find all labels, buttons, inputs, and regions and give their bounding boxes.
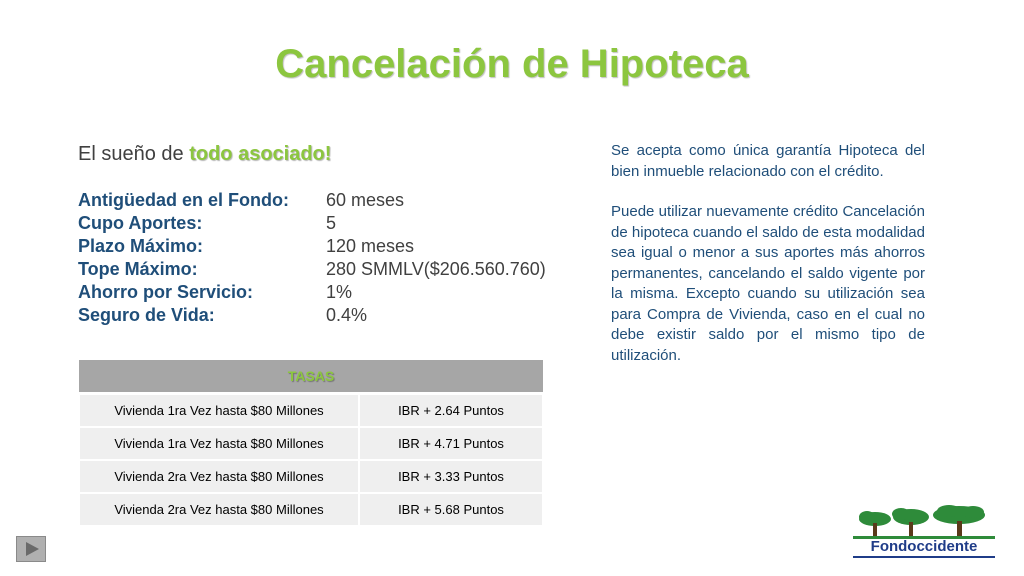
- play-icon: [26, 542, 39, 556]
- detail-value: 280 SMMLV($206.560.760): [326, 259, 546, 279]
- detail-label: Seguro de Vida:: [78, 305, 215, 325]
- rate-value: IBR + 2.64 Puntos: [359, 394, 543, 428]
- conditions-text: [611, 141, 925, 386]
- detail-row: [78, 304, 546, 327]
- details-list: [78, 189, 546, 327]
- trees-icon: [853, 505, 995, 541]
- subtitle-highlight: todo asociado!: [189, 143, 332, 165]
- detail-row: [78, 189, 546, 212]
- detail-label: Ahorro por Servicio:: [78, 282, 254, 302]
- detail-row: [78, 235, 546, 258]
- detail-value: 120 meses: [326, 236, 415, 256]
- conditions-paragraph: Puede utilizar nuevamente crédito Cancelación de hipoteca cuando el saldo de esta modalidad sea igual o menor a sus aportes más ahorros permanentes, cancelando el saldo vigente por la misma. Excepto cuando su utilización sea para Compra de Vivienda, caso en el cual no debe existir saldo por el mismo tipo de utilización.: [611, 203, 925, 364]
- detail-label: Plazo Máximo:: [78, 236, 204, 256]
- detail-label: Antigüedad en el Fondo:: [78, 190, 289, 210]
- slide-subtitle: [78, 143, 331, 166]
- rate-description: Vivienda 2ra Vez hasta $80 Millones: [79, 460, 359, 493]
- rate-description: Vivienda 2ra Vez hasta $80 Millones: [79, 493, 359, 526]
- rate-value: IBR + 4.71 Puntos: [359, 427, 543, 460]
- subtitle-prefix: El sueño de: [78, 143, 190, 165]
- rate-value: IBR + 5.68 Puntos: [359, 493, 543, 526]
- detail-value: 60 meses: [326, 190, 405, 210]
- rates-table-header: TASAS: [79, 360, 543, 394]
- logo-text: Fondoccidente: [853, 538, 995, 558]
- detail-row: [78, 258, 546, 281]
- rate-description: Vivienda 1ra Vez hasta $80 Millones: [79, 394, 359, 428]
- table-header-row: [79, 360, 543, 394]
- conditions-paragraph: Se acepta como única garantía Hipoteca del bien inmueble relacionado con el crédito.: [611, 142, 925, 180]
- slide-title: Cancelación de Hipoteca: [275, 42, 749, 86]
- rates-table: [78, 360, 544, 527]
- detail-row: [78, 212, 546, 235]
- next-slide-button[interactable]: [16, 536, 46, 562]
- company-logo: [853, 505, 995, 559]
- table-row: [79, 427, 543, 460]
- table-row: [79, 493, 543, 526]
- detail-value: 5: [326, 213, 337, 233]
- rate-value: IBR + 3.33 Puntos: [359, 460, 543, 493]
- detail-label: Cupo Aportes:: [78, 213, 203, 233]
- table-row: [79, 394, 543, 428]
- detail-row: [78, 281, 546, 304]
- detail-value: 0.4%: [326, 305, 368, 325]
- detail-value: 1%: [326, 282, 353, 302]
- table-row: [79, 460, 543, 493]
- detail-label: Tope Máximo:: [78, 259, 198, 279]
- rate-description: Vivienda 1ra Vez hasta $80 Millones: [79, 427, 359, 460]
